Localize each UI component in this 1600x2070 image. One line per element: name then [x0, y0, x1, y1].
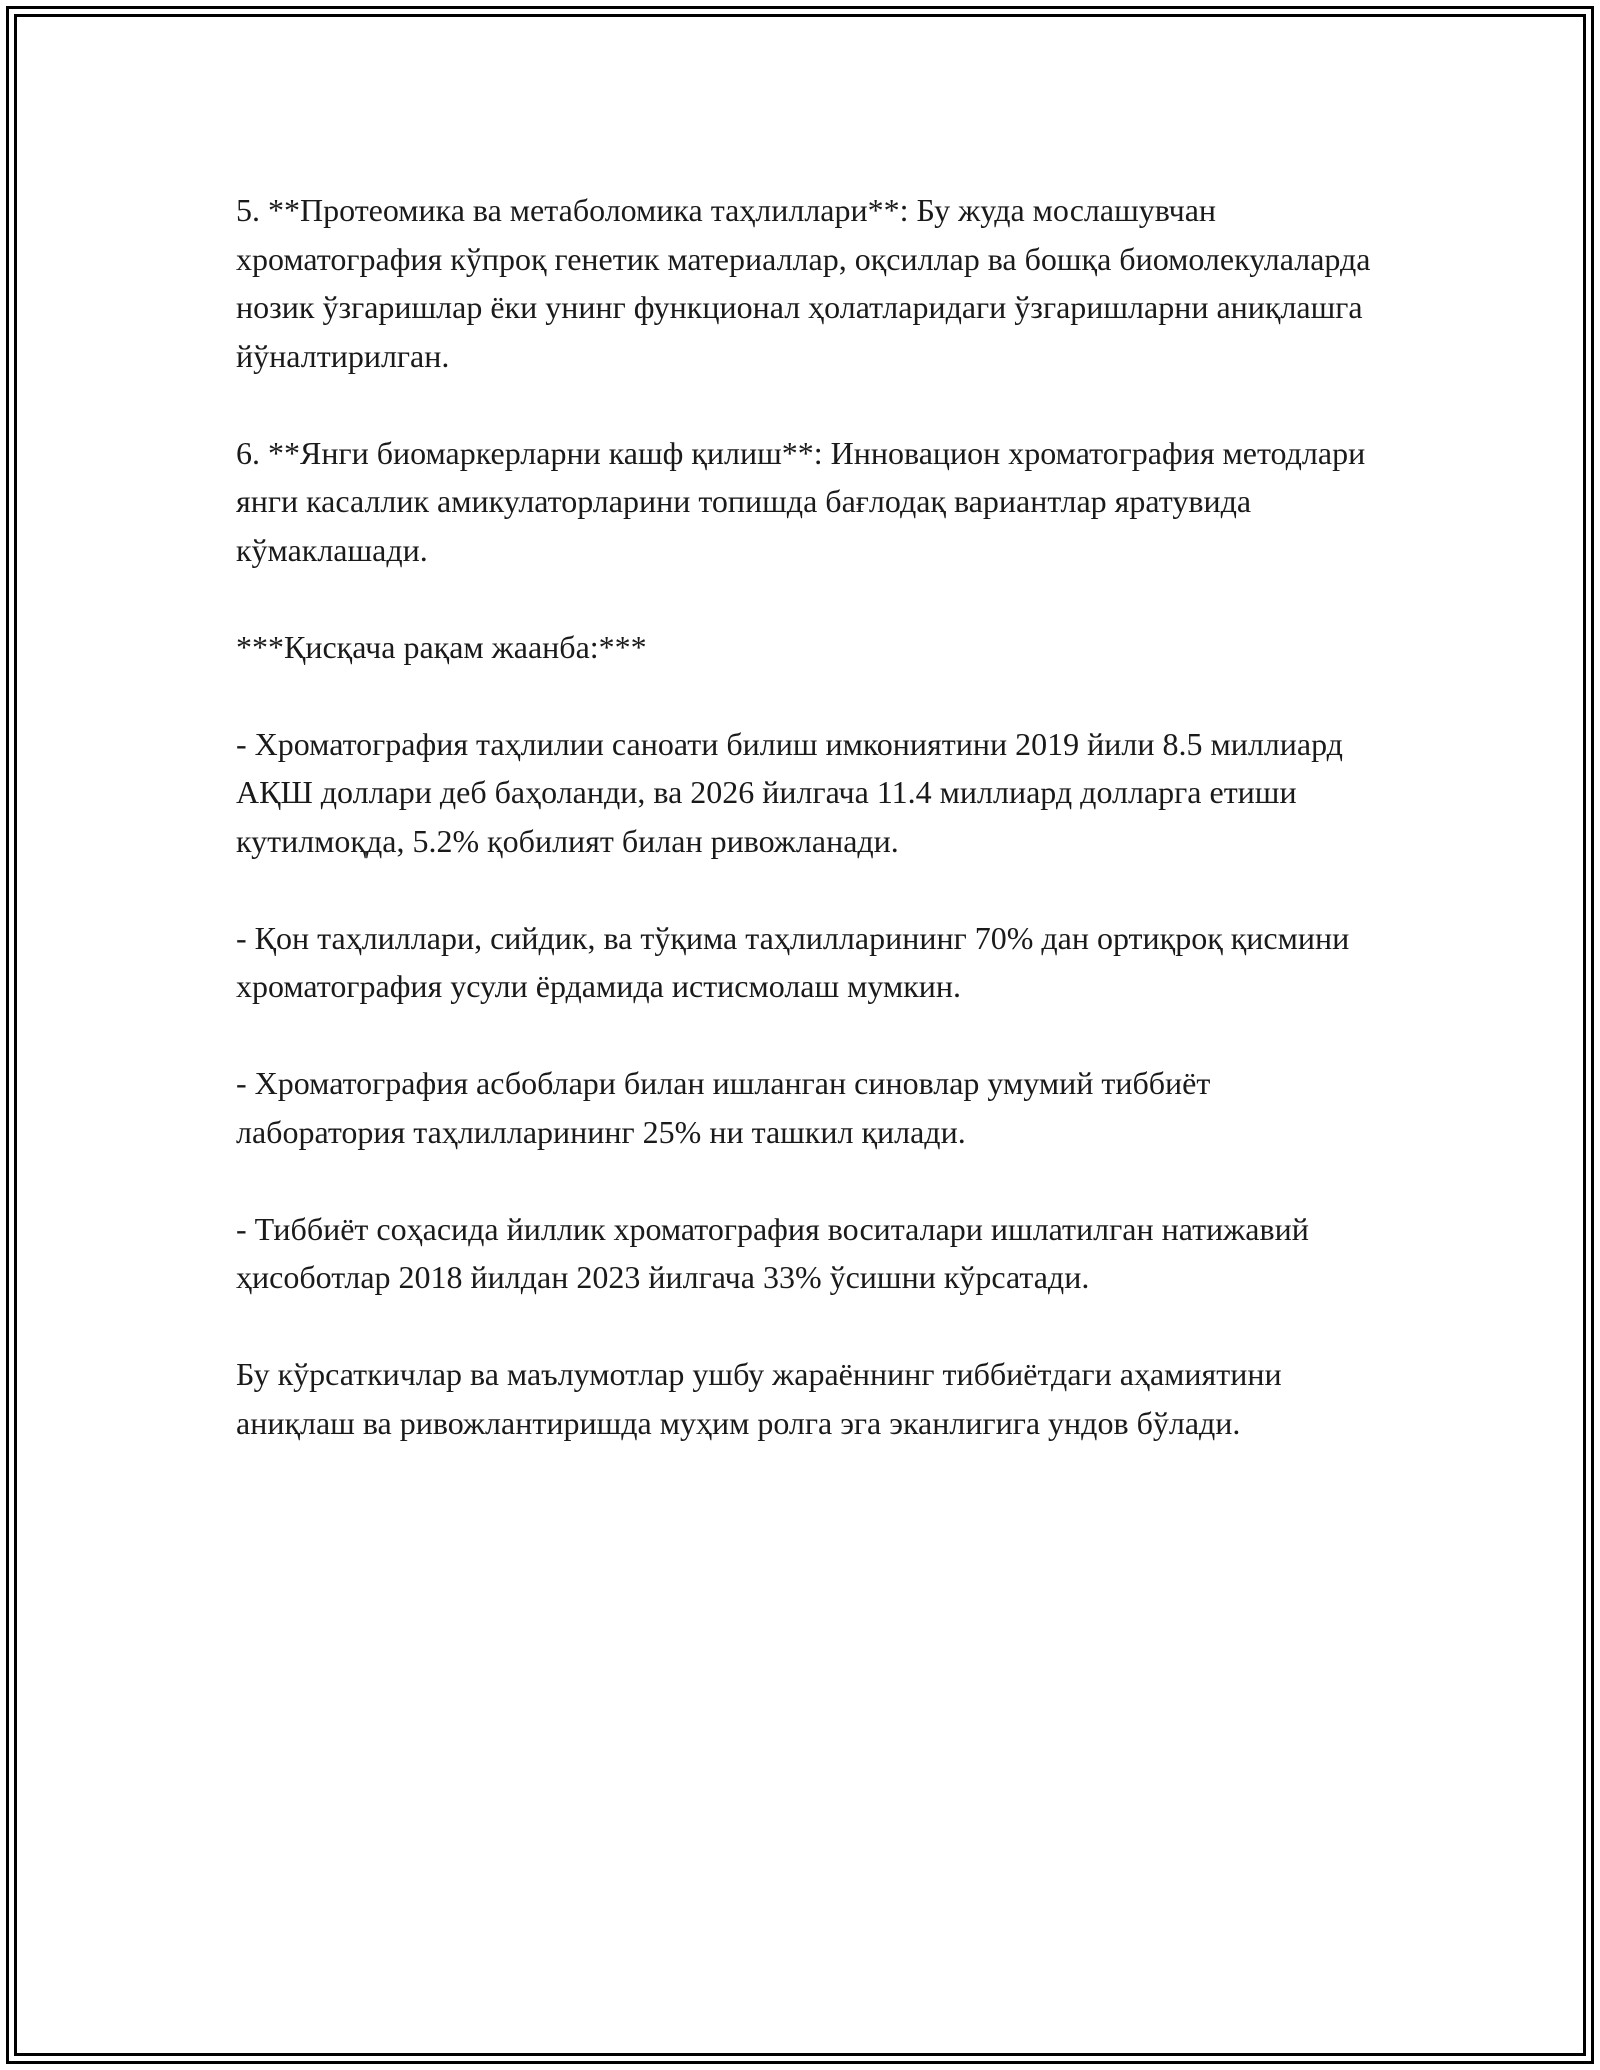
- paragraph-conclusion: Бу кўрсаткичлар ва маълумотлар ушбу жараённинг тиббиётдаги аҳамиятини аниқлаш ва ривожлантиришда муҳим ролга эга эканлигига ундов бўлади.: [236, 1356, 1282, 1441]
- paragraph-proteomics: 5. **Протеомика ва метаболомика таҳлиллари**: Бу жуда мослашувчан хроматография кўпроқ генетик материаллар, оқсиллар ва бошқа биомолекулаларда нозик ўзгаришлар ёки унинг функционал ҳолатларидаги ўзгаришларни аниқлашга йўналтирилган.: [236, 192, 1371, 374]
- paragraph-tests-share: - Қон таҳлиллари, сийдик, ва тўқима таҳлилларининг 70% дан ортиқроқ қисмини хроматография усули ёрдамида истисмолаш мумкин.: [236, 919, 1350, 1004]
- paragraph-lab-share: - Хроматография асбоблари билан ишланган синовлар умумий тиббиёт лаборатория таҳлилларининг 25% ни ташкил қилади.: [236, 1065, 1211, 1150]
- paragraph-growth: - Тиббиёт соҳасида йиллик хроматография воситалари ишлатилган натижавий ҳисоботлар 2018 йилдан 2023 йилгача 33% ўсишни кўрсатади.: [236, 1210, 1309, 1295]
- paragraph-biomarkers: 6. **Янги биомаркерларни кашф қилиш**: Инновацион хроматография методлари янги касаллик амикулаторларини топишда бағлодақ вариантлар яратувида кўмаклашади.: [236, 434, 1366, 568]
- paragraph-market-size: - Хроматография таҳлилии саноати билиш имкониятини 2019 йили 8.5 миллиард АҚШ доллари деб баҳоланди, ва 2026 йилгача 11.4 миллиард долларга етиши кутилмоқда, 5.2% қобилият билан ривожланади.: [236, 725, 1343, 859]
- document-body: [236, 186, 1386, 1496]
- paragraph-summary-heading: ***Қисқача рақам жаанба:***: [236, 628, 647, 665]
